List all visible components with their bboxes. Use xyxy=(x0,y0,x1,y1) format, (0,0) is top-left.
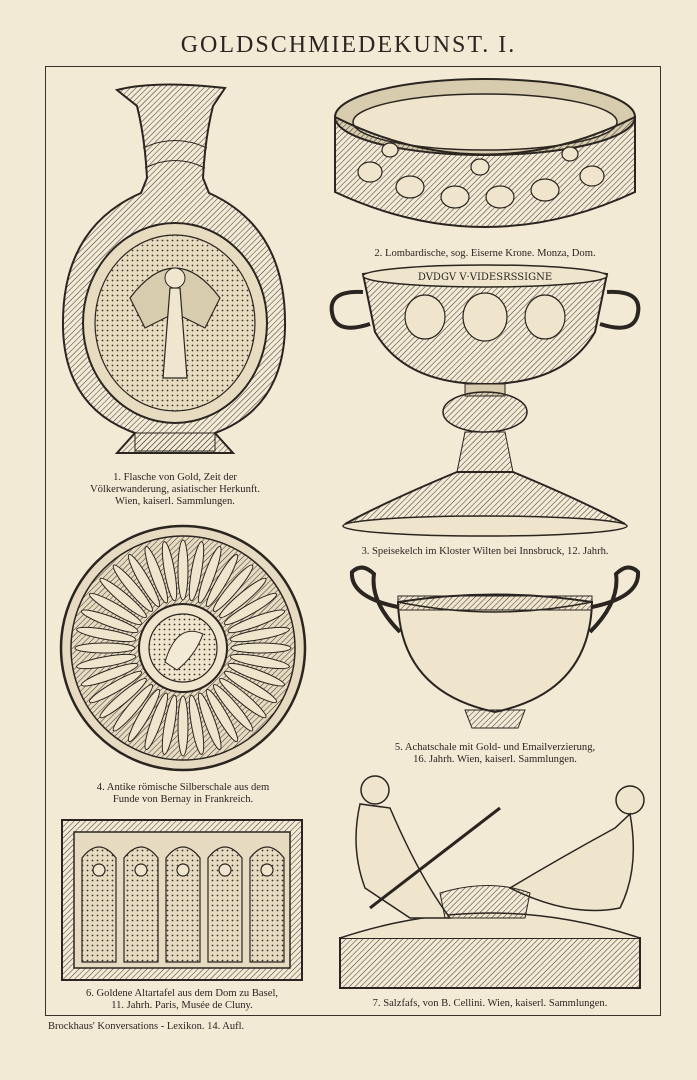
gold-flask-illustration xyxy=(55,78,295,468)
altar-panel-illustration xyxy=(60,818,304,982)
caption-flask: 1. Flasche von Gold, Zeit der Völkerwanderung, asiatischer Herkunft. Wien, kaiserl. Sammlungen. xyxy=(89,472,261,507)
caption-silver-bowl: 4. Antike römische Silberschale aus dem Funde von Bernay in Frankreich. xyxy=(96,782,270,805)
agate-bowl-illustration xyxy=(340,562,650,740)
caption-chalice: 3. Speisekelch im Kloster Wilten bei Innsbruck, 12. Jahrh. xyxy=(361,546,609,557)
caption-agate-bowl: 5. Achatschale mit Gold- und Emailverzierung, 16. Jahrh. Wien, kaiserl. Sammlungen. xyxy=(394,742,596,765)
caption-salt-cellar: 7. Salzfafs, von B. Cellini. Wien, kaiserl. Sammlungen. xyxy=(372,998,608,1009)
page-title: GOLDSCHMIEDEKUNST. I. xyxy=(180,32,517,58)
chalice-illustration xyxy=(325,262,645,544)
iron-crown-illustration xyxy=(330,72,640,247)
chalice-inscription: DVDGV V·VIDESRSSIGNE xyxy=(417,272,553,283)
salt-cellar-illustration xyxy=(330,768,650,993)
caption-altar: 6. Goldene Altartafel aus dem Dom zu Basel, 11. Jahrh. Paris, Musée de Cluny. xyxy=(85,988,279,1011)
caption-crown: 2. Lombardische, sog. Eiserne Krone. Monza, Dom. xyxy=(374,248,596,259)
roman-silver-bowl-illustration xyxy=(57,522,309,774)
page-footer: Brockhaus' Konversations - Lexikon. 14. Aufl. xyxy=(48,1021,245,1032)
